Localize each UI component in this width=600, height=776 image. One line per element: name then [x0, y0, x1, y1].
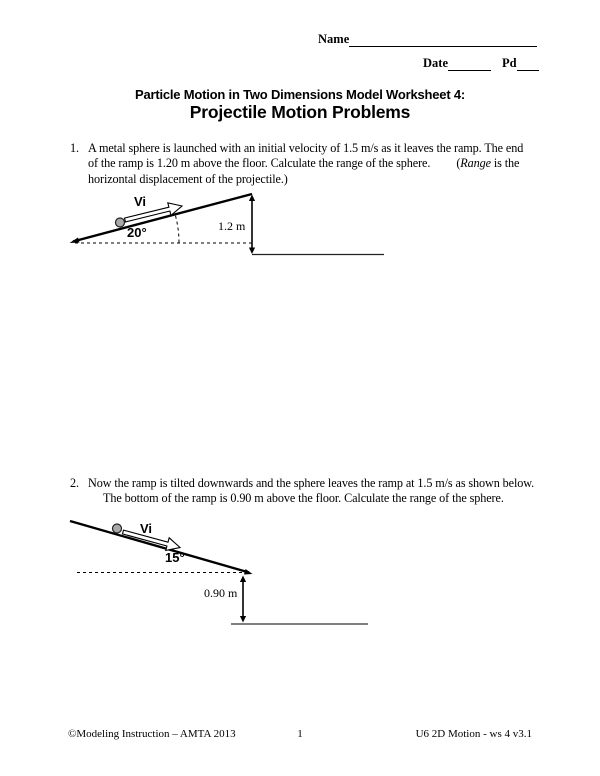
problem-1-text [88, 141, 538, 187]
problem-1-number: 1. [70, 141, 79, 155]
metal-sphere [116, 218, 125, 227]
ramp-end-arrowhead [244, 569, 253, 575]
date-label: Date [423, 56, 448, 70]
height-arrow-bottom-head [240, 616, 246, 623]
page-footer [68, 728, 532, 742]
angle-label: 20° [127, 225, 147, 240]
name-blank-line [349, 33, 537, 47]
date-field-row [423, 56, 539, 71]
problem-2-number: 2. [70, 476, 79, 490]
pd-label: Pd [502, 56, 517, 70]
footer-copyright: ©Modeling Instruction – AMTA 2013 [68, 728, 236, 740]
date-blank-line [448, 57, 491, 71]
ramp-end-arrowhead [70, 238, 80, 244]
ramp-line [73, 194, 252, 242]
velocity-label: Vi [134, 194, 147, 209]
problem-1 [70, 141, 538, 187]
footer-doc-id: U6 2D Motion - ws 4 v3.1 [415, 728, 532, 740]
metal-sphere [113, 524, 122, 533]
problem-1-line2: of the ramp is 1.20 m above the floor. Calculate the range of the sphere. (Range is the [88, 156, 520, 171]
diagram-2-downward-ramp [55, 512, 385, 639]
ramp-line [70, 521, 249, 573]
problem-1-line3: horizontal displacement of the projectile.) [88, 171, 288, 186]
height-arrow-bottom-head [249, 248, 255, 255]
name-field-row [318, 32, 537, 47]
pd-blank-line [517, 57, 539, 71]
height-label: 1.2 m [218, 219, 246, 233]
range-italic-word: Range [460, 156, 491, 171]
problem-2-line2: The bottom of the ramp is 0.90 m above the floor. Calculate the range of the sphere. [103, 491, 504, 506]
problem-1-line1: A metal sphere is launched with an initial velocity of 1.5 m/s as it leaves the ramp. The end [88, 141, 524, 155]
problem-2 [70, 476, 538, 507]
worksheet-title: Particle Motion in Two Dimensions Model Worksheet 4: [134, 87, 466, 102]
height-label: 0.90 m [204, 586, 238, 600]
footer-page-number: 1 [297, 728, 303, 740]
height-arrow-top-head [240, 576, 246, 583]
worksheet-subtitle: Projectile Motion Problems [189, 102, 411, 122]
angle-label: 15° [165, 550, 185, 565]
problem-2-text [88, 476, 538, 507]
velocity-label: Vi [140, 521, 153, 536]
problem-2-line1: Now the ramp is tilted downwards and the sphere leaves the ramp at 1.5 m/s as shown below. [88, 476, 535, 490]
name-label: Name [318, 32, 350, 46]
diagram-1-upward-ramp [55, 185, 400, 275]
angle-arc [176, 216, 180, 243]
